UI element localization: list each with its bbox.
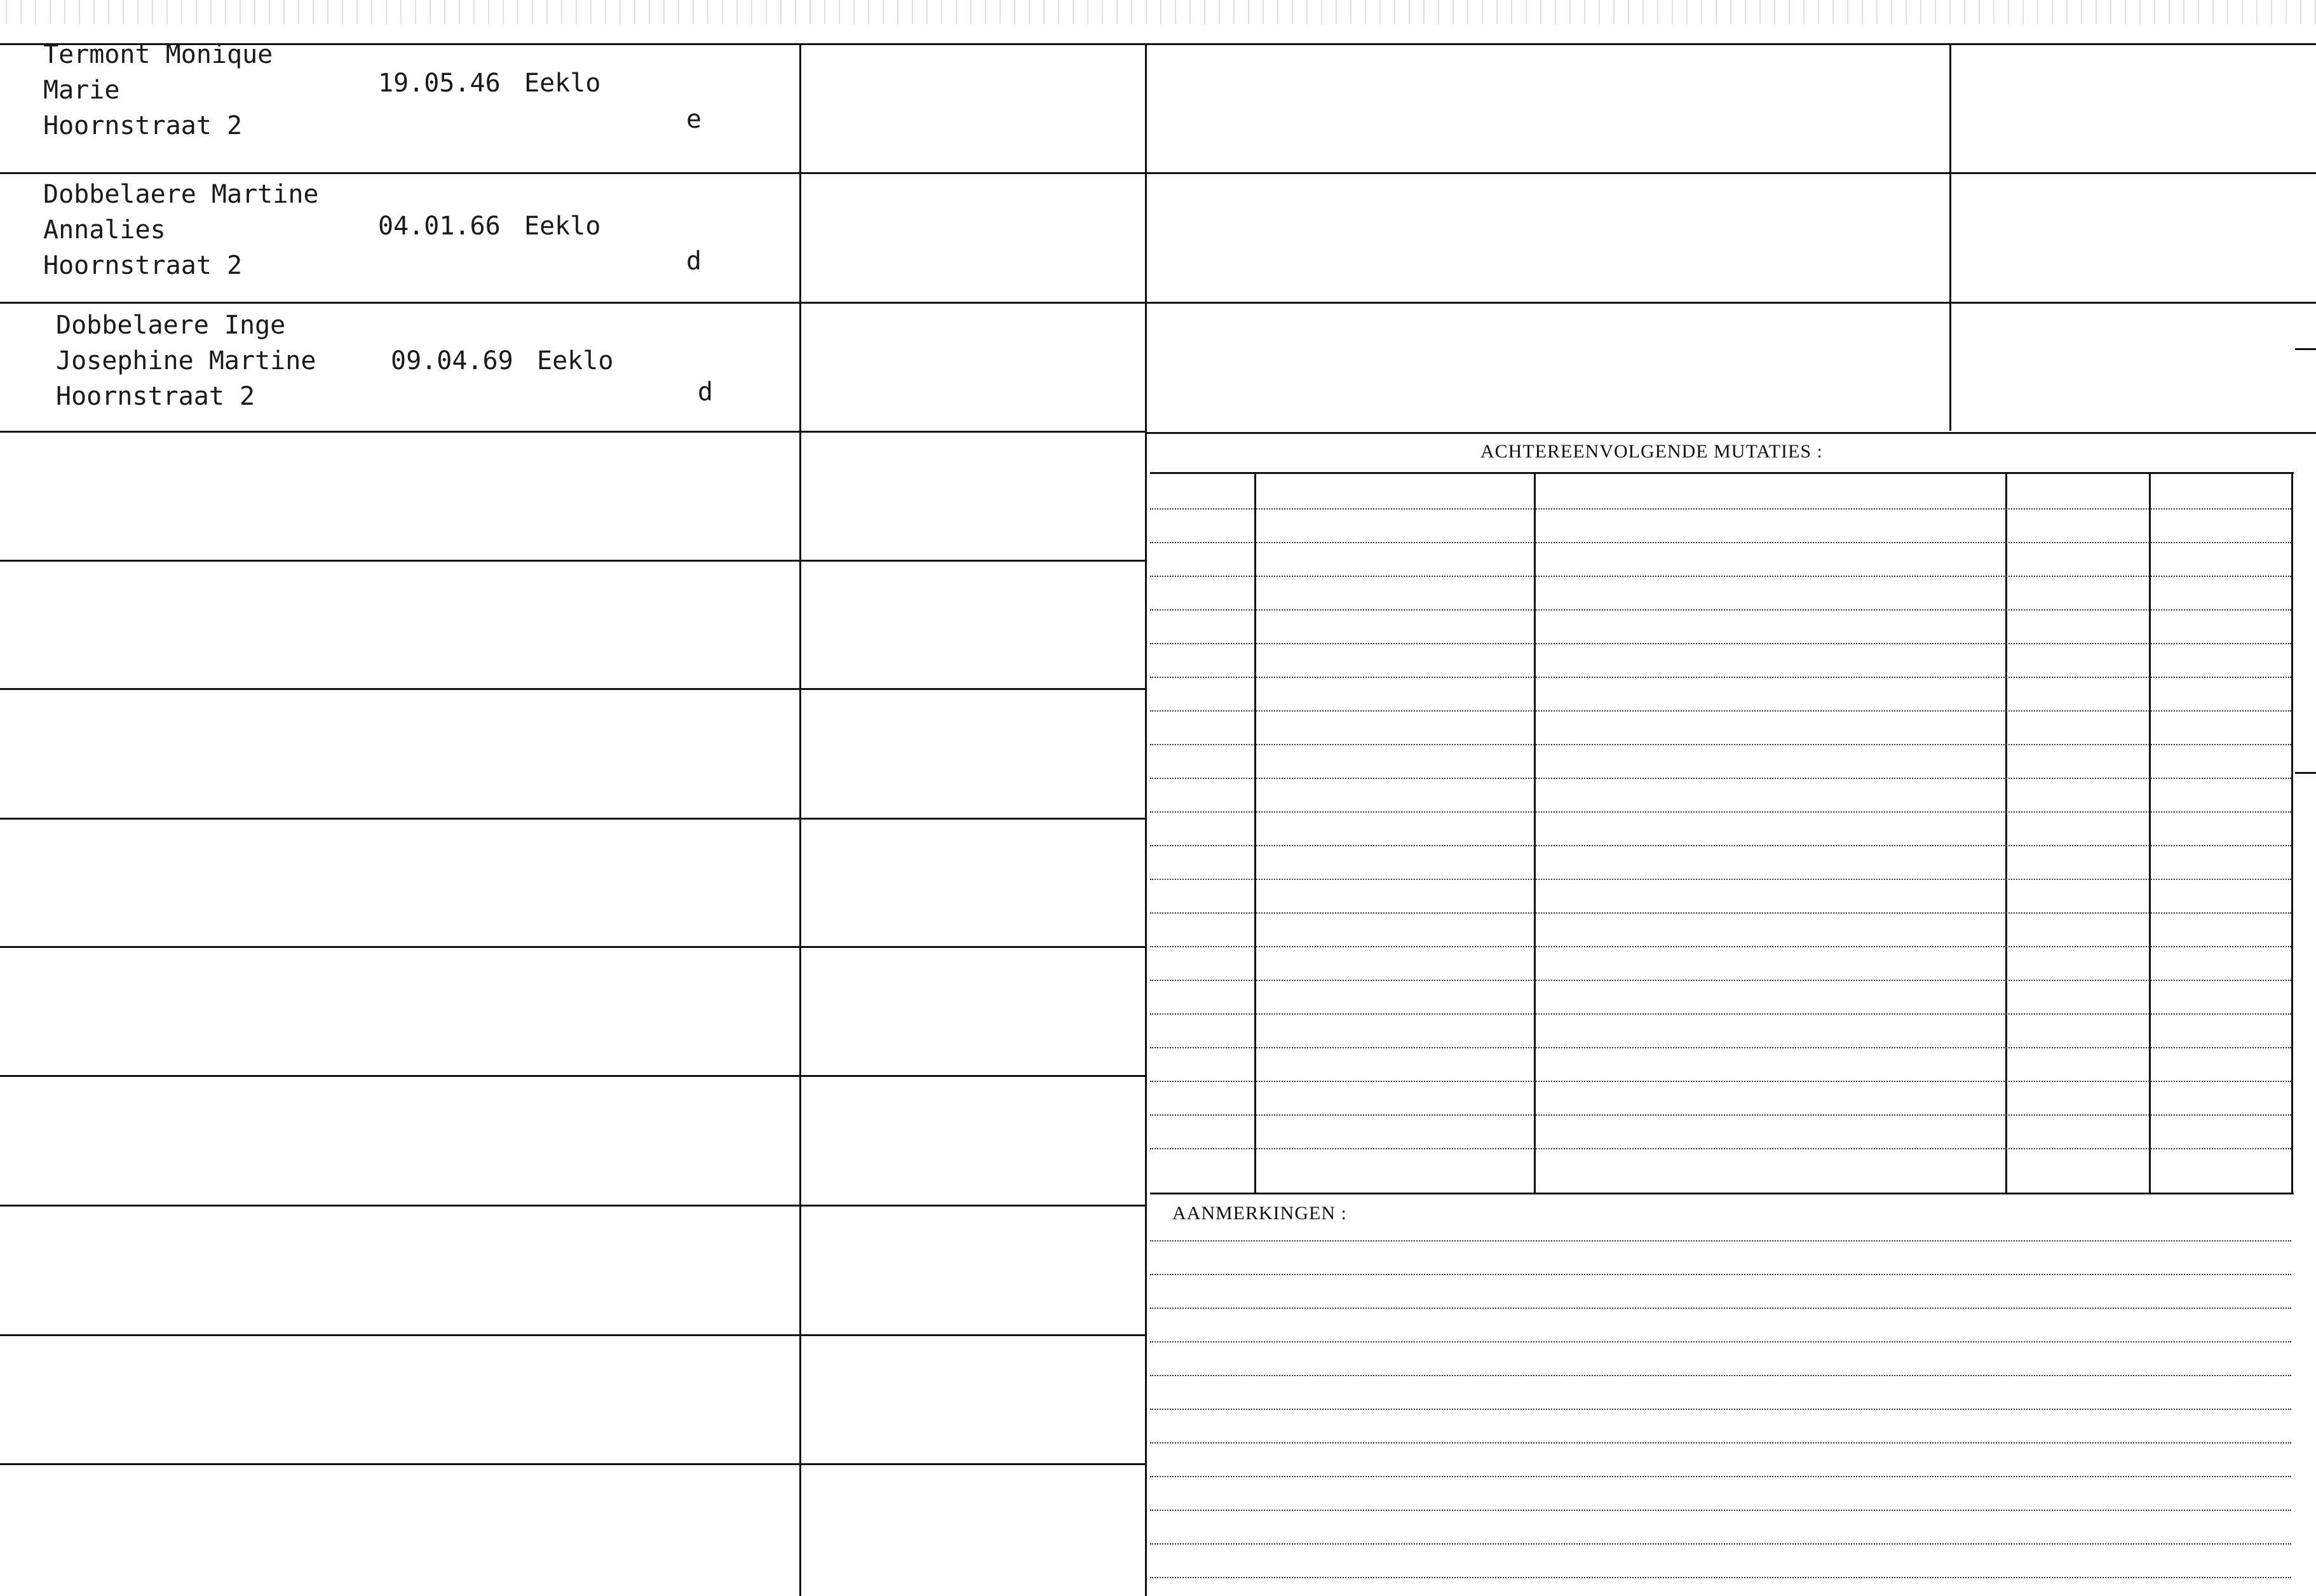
divider-left-column xyxy=(799,44,801,1596)
mutaties-ruled-line xyxy=(1150,845,2291,846)
person-name: Dobbelaere Inge xyxy=(56,311,286,340)
right-row-line xyxy=(1146,302,2316,304)
birth-date: 19.05.46 xyxy=(378,69,501,98)
row-line xyxy=(0,1334,1146,1336)
person-given-names: Marie xyxy=(43,76,120,105)
mutaties-right-border xyxy=(2291,473,2293,1194)
mutaties-ruled-line xyxy=(1150,1114,2291,1116)
mutaties-ruled-line xyxy=(1150,643,2291,644)
birth-place: Eeklo xyxy=(524,69,601,98)
birth-place: Eeklo xyxy=(537,346,614,375)
divider-middle-column xyxy=(1145,44,1147,1596)
mutaties-ruled-line xyxy=(1150,912,2291,914)
right-row-line xyxy=(1146,172,2316,174)
aanmerkingen-ruled-line xyxy=(1150,1442,2291,1444)
person-given-names: Annalies xyxy=(43,215,166,245)
mutaties-ruled-line xyxy=(1150,744,2291,745)
person-status: e xyxy=(686,105,702,134)
record xyxy=(0,37,799,172)
edge-tick xyxy=(2295,348,2316,350)
aanmerkingen-ruled-line xyxy=(1150,1510,2291,1511)
person-status: d xyxy=(686,247,702,276)
person-name: Termont Monique xyxy=(43,40,273,69)
mutaties-ruled-line xyxy=(1150,609,2291,611)
aanmerkingen-ruled-line xyxy=(1150,1577,2291,1578)
birth-date: 04.01.66 xyxy=(378,212,501,241)
right-row-line xyxy=(1146,432,2316,434)
mutaties-ruled-line xyxy=(1150,946,2291,947)
aanmerkingen-ruled-line xyxy=(1150,1274,2291,1275)
mutaties-ruled-line xyxy=(1150,778,2291,779)
mutaties-top-border xyxy=(1150,472,2294,474)
edge-tick xyxy=(2295,772,2316,774)
mutaties-ruled-line xyxy=(1150,1047,2291,1048)
mutaties-ruled-line xyxy=(1150,542,2291,543)
mutaties-bottom-border xyxy=(1150,1193,2294,1194)
mutaties-ruled-line xyxy=(1150,508,2291,510)
mutaties-ruled-line xyxy=(1150,1081,2291,1082)
divider-right-upper xyxy=(1949,44,1951,431)
mutaties-ruled-line xyxy=(1150,879,2291,880)
person-status: d xyxy=(698,377,714,407)
row-line xyxy=(0,172,1146,174)
row-line xyxy=(0,946,1146,948)
row-line xyxy=(0,560,1146,562)
person-address: Hoornstraat 2 xyxy=(43,111,243,140)
mutaties-col-line xyxy=(1254,473,1256,1194)
mutaties-ruled-line xyxy=(1150,1148,2291,1149)
record xyxy=(0,177,799,302)
row-line xyxy=(0,688,1146,690)
mutaties-col-line xyxy=(2149,473,2151,1194)
mutaties-col-line xyxy=(2005,473,2007,1194)
mutaties-ruled-line xyxy=(1150,576,2291,577)
row-line xyxy=(0,1075,1146,1077)
mutaties-heading: ACHTEREENVOLGENDE MUTATIES : xyxy=(1480,441,1823,462)
top-edge-noise xyxy=(0,0,2316,24)
person-given-names: Josephine Martine xyxy=(56,346,316,375)
person-address: Hoornstraat 2 xyxy=(56,382,255,411)
aanmerkingen-ruled-line xyxy=(1150,1375,2291,1376)
person-address: Hoornstraat 2 xyxy=(43,251,243,280)
aanmerkingen-heading: AANMERKINGEN : xyxy=(1172,1203,1347,1224)
aanmerkingen-ruled-line xyxy=(1150,1308,2291,1309)
mutaties-ruled-line xyxy=(1150,1013,2291,1015)
mutaties-ruled-line xyxy=(1150,811,2291,813)
mutaties-ruled-line xyxy=(1150,980,2291,981)
aanmerkingen-ruled-line xyxy=(1150,1341,2291,1342)
aanmerkingen-ruled-line xyxy=(1150,1476,2291,1477)
mutaties-ruled-line xyxy=(1150,677,2291,678)
birth-place: Eeklo xyxy=(524,212,601,241)
person-name: Dobbelaere Martine xyxy=(43,180,319,209)
record xyxy=(0,308,799,431)
aanmerkingen-ruled-line xyxy=(1150,1240,2291,1241)
mutaties-col-line xyxy=(1534,473,1536,1194)
row-line xyxy=(0,1205,1146,1207)
mutaties-ruled-line xyxy=(1150,710,2291,712)
aanmerkingen-ruled-line xyxy=(1150,1543,2291,1545)
row-line xyxy=(0,1463,1146,1465)
row-line xyxy=(0,818,1146,820)
birth-date: 09.04.69 xyxy=(391,346,513,375)
row-line xyxy=(0,431,1146,433)
row-line xyxy=(0,302,1146,304)
aanmerkingen-ruled-line xyxy=(1150,1409,2291,1410)
